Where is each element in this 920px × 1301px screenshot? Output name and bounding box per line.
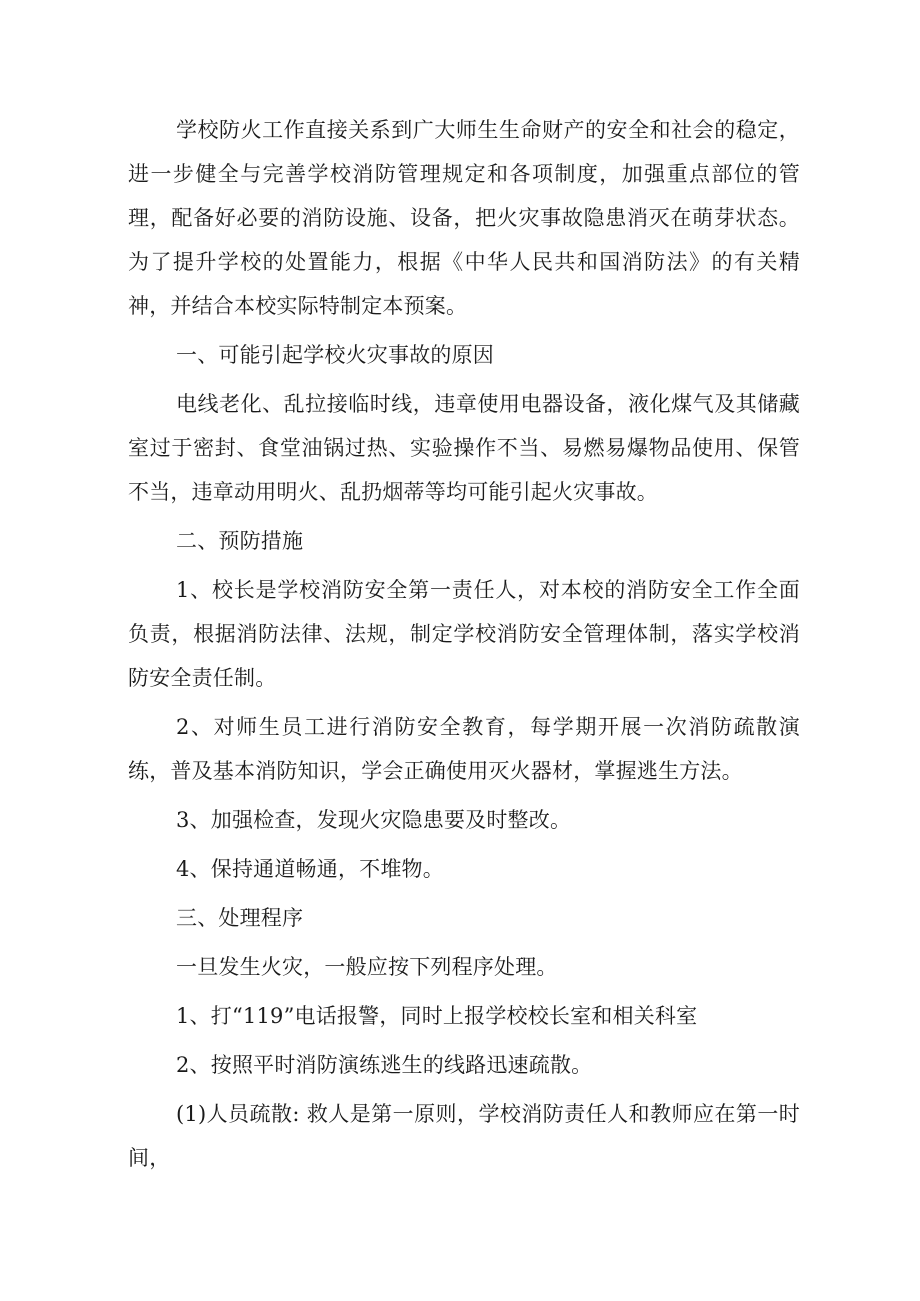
- prevention-item-4: 4、保持通道畅通，不堆物。: [176, 857, 444, 881]
- prevention-item-3: 3、加强检查，发现火灾隐患要及时整改。: [176, 808, 572, 832]
- procedure-item-2: 2、按照平时消防演练逃生的线路迅速疏散。: [176, 1053, 593, 1077]
- procedure-subitem-1: (1)人员疏散: 救人是第一原则，学校消防责任人和教师应在第一时间，: [128, 1102, 800, 1170]
- prevention-item-2: 2、对师生员工进行消防安全教育，每学期开展一次消防疏散演练，普及基本消防知识，学会正确使用灭火器材，掌握逃生方法。: [128, 715, 800, 783]
- intro-paragraph: 学校防火工作直接关系到广大师生生命财产的安全和社会的稳定，进一步健全与完善学校消防管理规定和各项制度，加强重点部位的管理，配备好必要的消防设施、设备，把火灾事故隐患消灭在萌芽状态。为了提升学校的处置能力，根据《中华人民共和国消防法》的有关精神，并结合本校实际特制定本预案。: [128, 118, 800, 318]
- section-heading-procedure: 三、处理程序: [176, 906, 304, 930]
- document-body: [128, 108, 800, 1180]
- section-heading-prevention: 二、预防措施: [176, 529, 304, 553]
- causes-paragraph: 电线老化、乱拉接临时线，违章使用电器设备，液化煤气及其储藏室过于密封、食堂油锅过热、实验操作不当、易燃易爆物品使用、保管不当，违章动用明火、乱扔烟蒂等均可能引起火灾事故。: [128, 392, 800, 504]
- procedure-item-1: 1、打“119”电话报警，同时上报学校校长室和相关科室: [176, 1004, 698, 1028]
- procedure-intro: 一旦发生火灾，一般应按下列程序处理。: [176, 955, 558, 979]
- section-heading-causes: 一、可能引起学校火灾事故的原因: [176, 343, 494, 367]
- prevention-item-1: 1、校长是学校消防安全第一责任人，对本校的消防安全工作全面负责，根据消防法律、法规，制定学校消防安全管理体制，落实学校消防安全责任制。: [128, 578, 800, 690]
